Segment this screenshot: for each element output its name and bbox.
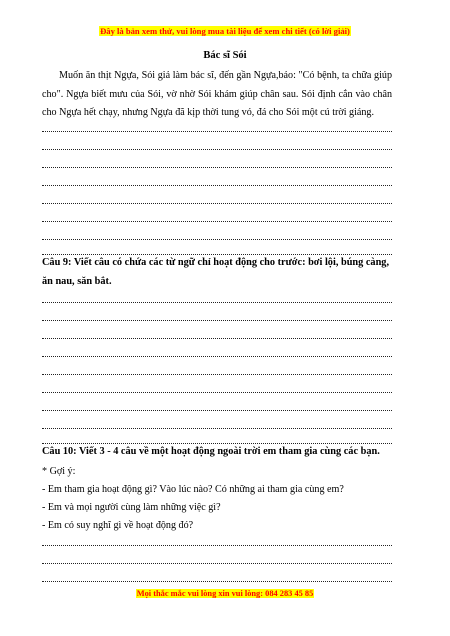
hint-item: - Em tham gia hoạt động gì? Vào lúc nào? Có những ai tham gia cùng em? [42,484,344,495]
contact-notice-banner [0,589,450,598]
answer-line [42,175,392,186]
answer-line [42,364,392,375]
question-10: Câu 10: Viết 3 - 4 câu về một hoạt động ngoài trời em tham gia cùng các bạn. [42,446,380,457]
preview-notice-banner [0,26,450,36]
answer-line [42,157,392,168]
answer-line [42,229,392,240]
answer-line [42,193,392,204]
answer-line [42,211,392,222]
answer-line [42,121,392,132]
answer-line [42,571,392,582]
contact-notice-text: Mọi thắc mắc vui lòng xin vui lòng: 084 283 45 85 [136,589,314,598]
story-paragraph: Muốn ăn thịt Ngựa, Sói giả làm bác sĩ, đến gần Ngựa,bảo: "Có bệnh, ta chữa giúp cho". Ngựa biết mưu của Sói, vờ nhờ Sói khám giúp chân sau. Sói định cắn vào chân cho Ngựa hết chạy, nhưng Ngựa đã kịp thời tung vó, đá cho Sói một cú trời giáng. [42,70,392,118]
answer-line [42,418,392,429]
preview-notice-text: Đây là bản xem thử, vui lòng mua tài liệu để xem chi tiết (có lời giải) [100,26,350,36]
hint-label: * Gợi ý: [42,466,76,477]
hint-item: - Em có suy nghĩ gì về hoạt động đó? [42,520,194,531]
answer-line [42,139,392,150]
answer-line [42,553,392,564]
hint-item: - Em và mọi người cùng làm những việc gì? [42,502,221,513]
answer-line [42,535,392,546]
answer-line [42,310,392,321]
answer-line [42,400,392,411]
answer-line [42,382,392,393]
answer-line [42,346,392,357]
story-title: Bác sĩ Sói [203,50,247,61]
question-9: Câu 9: Viết câu có chứa các từ ngữ chỉ hoạt động cho trước: bơi lội, búng càng, ăn nau, săn bắt. [42,257,390,287]
answer-line [42,328,392,339]
answer-line [42,292,392,303]
